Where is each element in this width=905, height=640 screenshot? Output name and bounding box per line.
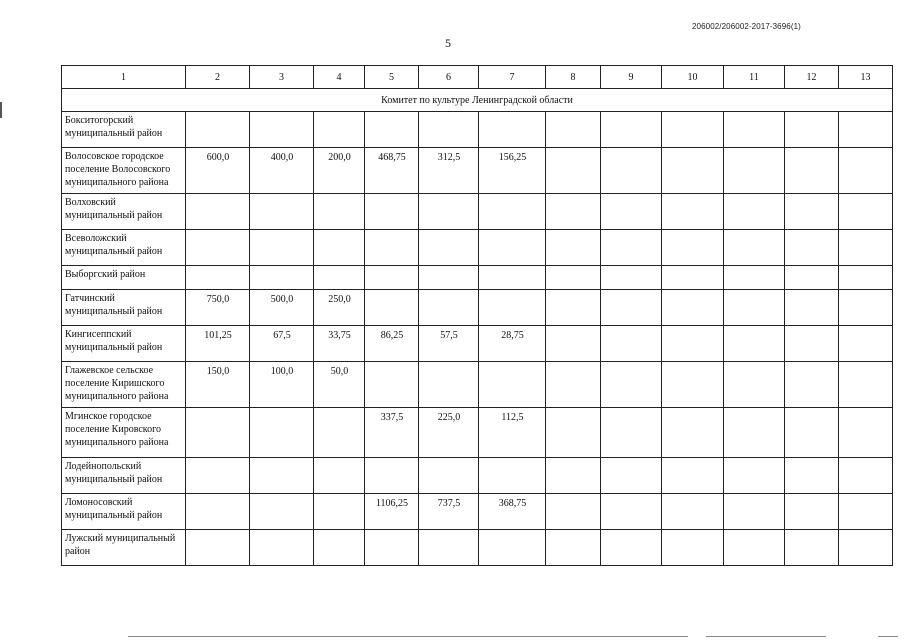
value-cell [601, 326, 662, 362]
column-header: 10 [662, 66, 724, 89]
value-cell [479, 362, 546, 408]
value-cell [365, 112, 419, 148]
value-cell [601, 230, 662, 266]
value-cell [839, 112, 893, 148]
value-cell [314, 530, 365, 566]
value-cell: 400,0 [250, 148, 314, 194]
territory-name-cell: Волховский муниципальный район [62, 194, 186, 230]
value-cell [186, 458, 250, 494]
column-number-header-row [62, 66, 893, 89]
column-header: 3 [250, 66, 314, 89]
value-cell [546, 494, 601, 530]
section-row [62, 89, 893, 112]
value-cell: 50,0 [314, 362, 365, 408]
column-header: 5 [365, 66, 419, 89]
territory-name-cell: Волосовское городское поселение Волосовского муниципального района [62, 148, 186, 194]
value-cell [662, 112, 724, 148]
value-cell [419, 194, 479, 230]
value-cell [724, 148, 785, 194]
value-cell: 101,25 [186, 326, 250, 362]
column-header: 9 [601, 66, 662, 89]
footer-rule [878, 636, 898, 637]
value-cell [186, 530, 250, 566]
value-cell [546, 266, 601, 290]
value-cell [785, 194, 839, 230]
value-cell [250, 266, 314, 290]
value-cell [839, 266, 893, 290]
column-header: 13 [839, 66, 893, 89]
value-cell [479, 530, 546, 566]
value-cell: 337,5 [365, 408, 419, 458]
territory-name-cell: Бокситогорский муниципальный район [62, 112, 186, 148]
value-cell [785, 408, 839, 458]
value-cell [479, 266, 546, 290]
table-row [62, 458, 893, 494]
table-row [62, 408, 893, 458]
value-cell [785, 458, 839, 494]
value-cell [601, 266, 662, 290]
value-cell [419, 230, 479, 266]
column-header: 7 [479, 66, 546, 89]
table-row [62, 494, 893, 530]
value-cell [839, 408, 893, 458]
value-cell: 500,0 [250, 290, 314, 326]
value-cell [365, 230, 419, 266]
value-cell [724, 408, 785, 458]
value-cell [250, 230, 314, 266]
value-cell: 150,0 [186, 362, 250, 408]
value-cell [785, 290, 839, 326]
value-cell [724, 194, 785, 230]
territory-name-cell: Мгинское городское поселение Кировского муниципального района [62, 408, 186, 458]
value-cell [546, 194, 601, 230]
value-cell [546, 112, 601, 148]
value-cell: 33,75 [314, 326, 365, 362]
value-cell [546, 362, 601, 408]
value-cell [186, 112, 250, 148]
value-cell [839, 230, 893, 266]
value-cell [839, 148, 893, 194]
value-cell [839, 362, 893, 408]
value-cell [250, 112, 314, 148]
value-cell [839, 530, 893, 566]
value-cell: 86,25 [365, 326, 419, 362]
value-cell [250, 194, 314, 230]
value-cell [601, 112, 662, 148]
value-cell [785, 530, 839, 566]
value-cell [419, 266, 479, 290]
value-cell [662, 530, 724, 566]
value-cell [601, 408, 662, 458]
table-row [62, 112, 893, 148]
value-cell [662, 266, 724, 290]
page-number: 5 [445, 36, 451, 50]
value-cell [479, 230, 546, 266]
value-cell [724, 266, 785, 290]
value-cell: 600,0 [186, 148, 250, 194]
value-cell [314, 458, 365, 494]
value-cell [365, 362, 419, 408]
value-cell [839, 458, 893, 494]
value-cell [601, 290, 662, 326]
value-cell [601, 530, 662, 566]
column-header: 1 [62, 66, 186, 89]
territory-name-cell: Лодейнопольский муниципальный район [62, 458, 186, 494]
territory-name-cell: Всеволожский муниципальный район [62, 230, 186, 266]
value-cell [419, 458, 479, 494]
value-cell [601, 458, 662, 494]
value-cell [546, 530, 601, 566]
value-cell [546, 408, 601, 458]
value-cell [314, 408, 365, 458]
value-cell [601, 194, 662, 230]
value-cell [479, 290, 546, 326]
column-header: 8 [546, 66, 601, 89]
territory-name-cell: Ломоносовский муниципальный район [62, 494, 186, 530]
value-cell [785, 266, 839, 290]
value-cell [724, 494, 785, 530]
value-cell [365, 290, 419, 326]
value-cell [662, 494, 724, 530]
value-cell [724, 458, 785, 494]
column-header: 4 [314, 66, 365, 89]
value-cell [662, 194, 724, 230]
value-cell [314, 266, 365, 290]
value-cell: 57,5 [419, 326, 479, 362]
value-cell [546, 230, 601, 266]
table-row [62, 266, 893, 290]
value-cell [186, 266, 250, 290]
value-cell [365, 458, 419, 494]
table-row [62, 230, 893, 266]
value-cell [250, 458, 314, 494]
territory-name-cell: Выборгский район [62, 266, 186, 290]
value-cell [186, 408, 250, 458]
territory-name-cell: Лужский муниципальный район [62, 530, 186, 566]
value-cell [662, 290, 724, 326]
section-title: Комитет по культуре Ленинградской области [62, 89, 893, 112]
value-cell [419, 362, 479, 408]
value-cell: 28,75 [479, 326, 546, 362]
table-row [62, 530, 893, 566]
value-cell [785, 494, 839, 530]
footer-rule [128, 636, 688, 637]
territory-name-cell: Глажевское сельское поселение Киришского муниципального района [62, 362, 186, 408]
value-cell: 312,5 [419, 148, 479, 194]
value-cell [365, 266, 419, 290]
value-cell [419, 112, 479, 148]
value-cell [785, 112, 839, 148]
value-cell [546, 326, 601, 362]
value-cell [839, 494, 893, 530]
value-cell: 100,0 [250, 362, 314, 408]
value-cell: 225,0 [419, 408, 479, 458]
value-cell [724, 290, 785, 326]
value-cell [546, 148, 601, 194]
footer-rule [706, 636, 826, 637]
value-cell [662, 148, 724, 194]
value-cell [479, 194, 546, 230]
value-cell [314, 230, 365, 266]
value-cell [314, 194, 365, 230]
column-header: 12 [785, 66, 839, 89]
value-cell [724, 530, 785, 566]
value-cell [785, 230, 839, 266]
column-header: 11 [724, 66, 785, 89]
value-cell [365, 530, 419, 566]
value-cell [186, 494, 250, 530]
value-cell [662, 230, 724, 266]
value-cell: 250,0 [314, 290, 365, 326]
value-cell: 1106,25 [365, 494, 419, 530]
table-row [62, 290, 893, 326]
value-cell [601, 494, 662, 530]
value-cell [662, 458, 724, 494]
value-cell: 112,5 [479, 408, 546, 458]
value-cell [314, 494, 365, 530]
value-cell [839, 326, 893, 362]
value-cell [250, 494, 314, 530]
column-header: 2 [186, 66, 250, 89]
value-cell: 200,0 [314, 148, 365, 194]
value-cell [186, 230, 250, 266]
value-cell [601, 362, 662, 408]
value-cell [785, 326, 839, 362]
table-row [62, 362, 893, 408]
value-cell: 737,5 [419, 494, 479, 530]
value-cell: 468,75 [365, 148, 419, 194]
territory-name-cell: Гатчинский муниципальный район [62, 290, 186, 326]
value-cell [724, 230, 785, 266]
table-row [62, 148, 893, 194]
value-cell [724, 326, 785, 362]
value-cell [314, 112, 365, 148]
table-row [62, 194, 893, 230]
value-cell [724, 112, 785, 148]
table-row [62, 326, 893, 362]
value-cell: 368,75 [479, 494, 546, 530]
document-id: 206002/206002-2017-3696(1) [692, 22, 801, 31]
value-cell [662, 362, 724, 408]
value-cell [839, 290, 893, 326]
value-cell [724, 362, 785, 408]
value-cell [601, 148, 662, 194]
value-cell [785, 362, 839, 408]
column-header: 6 [419, 66, 479, 89]
value-cell [186, 194, 250, 230]
value-cell: 67,5 [250, 326, 314, 362]
value-cell [839, 194, 893, 230]
value-cell [662, 326, 724, 362]
value-cell [419, 290, 479, 326]
budget-table [61, 65, 893, 566]
value-cell [785, 148, 839, 194]
value-cell [365, 194, 419, 230]
territory-name-cell: Кингисеппский муниципальный район [62, 326, 186, 362]
value-cell [546, 290, 601, 326]
margin-mark [0, 102, 2, 118]
value-cell [479, 458, 546, 494]
value-cell [662, 408, 724, 458]
value-cell [479, 112, 546, 148]
value-cell: 750,0 [186, 290, 250, 326]
value-cell [250, 408, 314, 458]
value-cell [546, 458, 601, 494]
value-cell [419, 530, 479, 566]
value-cell: 156,25 [479, 148, 546, 194]
value-cell [250, 530, 314, 566]
